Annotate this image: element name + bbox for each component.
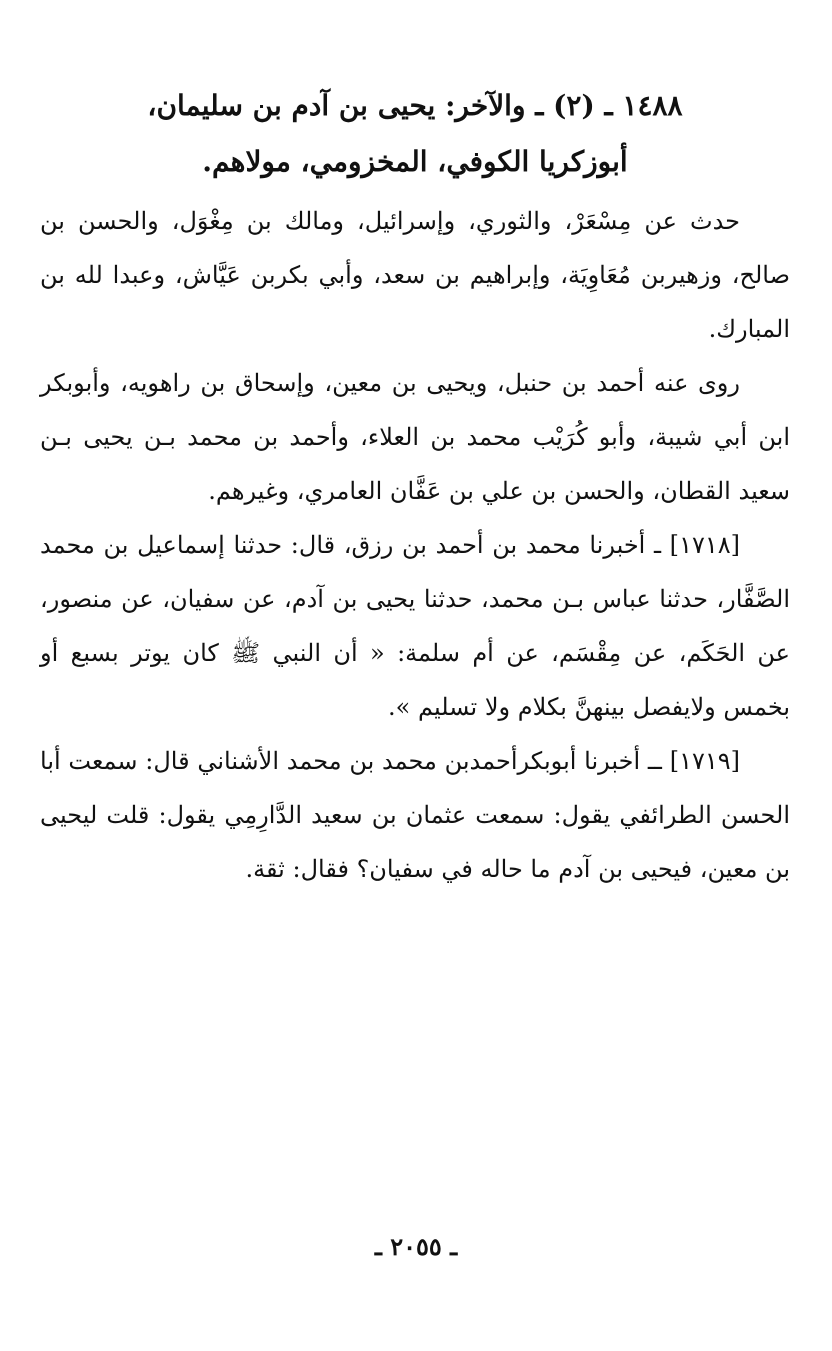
page-number: ـ ٢٠٥٥ ـ: [374, 1232, 458, 1261]
entry-heading-line-1: ١٤٨٨ ـ (٢) ـ والآخر: يحيى بن آدم بن سليمان،: [147, 89, 683, 122]
paragraph-hadith-1718: [١٧١٨] ـ أخبرنا محمد بن أحمد بن رزق، قال: حدثنا إسماعيل بن محمد الصَّفَّار، حدثنا عباس بـن محمد، حدثنا يحيى بن آدم، عن سفيان، عن منصور، عن الحَكَم، عن مِقْسَم، عن أم سلمة: « أن النبي ﷺ كان يوتر بسبع أو بخمس ولايفصل بينهنَّ بكلام ولا تسليم ».: [40, 531, 790, 721]
paragraph-students: روى عنه أحمد بن حنبل، ويحيى بن معين، وإسحاق بن راهويه، وأبوبكر ابن أبي شيبة، وأبو كُرَيْب محمد بن العلاء، وأحمد بن محمد بـن يحيى بـن سعيد القطان، والحسن بن علي بن عَفَّان العامري، وغيرهم.: [40, 369, 790, 505]
paragraph-report-1719: [١٧١٩] ــ أخبرنا أبوبكرأحمدبن محمد بن محمد الأشناني قال: سمعت أبا الحسن الطرائفي يقول: سمعت عثمان بن سعيد الدَّارِمِي يقول: قلت ليحيى بن معين، فيحيى بن آدم ما حاله في سفيان؟ فقال: ثقة.: [40, 747, 790, 883]
page-body: [40, 78, 790, 896]
paragraph-teachers: حدث عن مِسْعَرْ، والثوري، وإسرائيل، ومالك بن مِغْوَل، والحسن بن صالح، وزهيربن مُعَاوِيَة، وإبراهيم بن سعد، وأبي بكربن عَيَّاش، وعبدا لله بن المبارك.: [40, 207, 791, 343]
entry-heading-line-2: أبوزكريا الكوفي، المخزومي، مولاهم.: [202, 145, 628, 178]
